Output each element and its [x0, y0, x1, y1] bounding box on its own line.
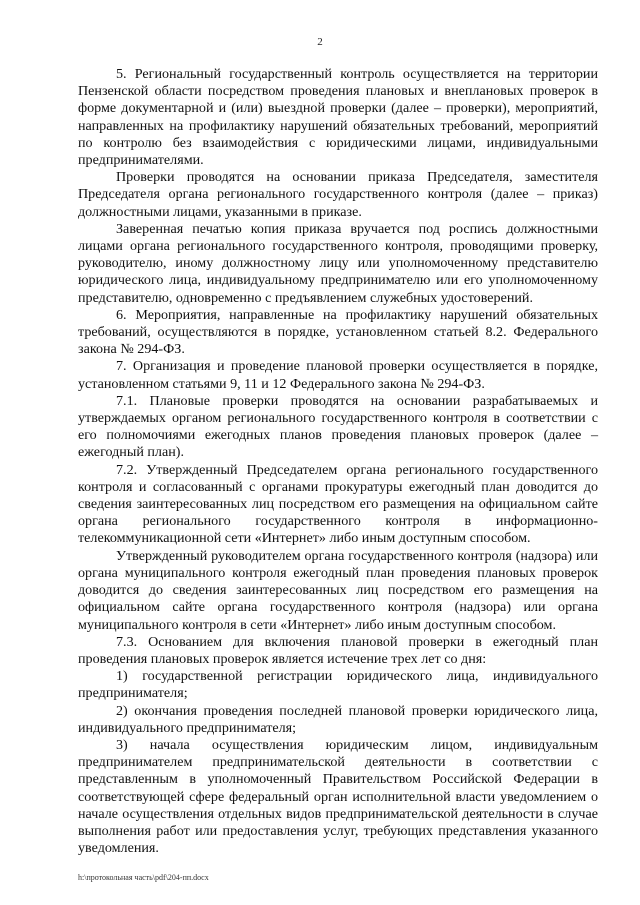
list-item-2: 2) окончания проведения последней плановой проверки юридического лица, индивидуального предпринимателя;: [78, 702, 598, 736]
paragraph-7-3: 7.3. Основанием для включения плановой проверки в ежегодный план проведения плановых проверок является истечение трех лет со дня:: [78, 633, 598, 667]
list-item-1: 1) государственной регистрации юридического лица, индивидуального предпринимателя;: [78, 668, 598, 702]
document-body: [78, 66, 598, 857]
paragraph-6: 6. Мероприятия, направленные на профилактику нарушений обязательных требований, осуществляются в порядке, установленном статьей 8.2. Федерального закона № 294-ФЗ.: [78, 306, 598, 358]
paragraph-5-orders: Проверки проводятся на основании приказа Председателя, заместителя Председателя органа регионального государственного контроля (далее – приказ) должностными лицами, указанными в приказе.: [78, 169, 598, 220]
paragraph-7: 7. Организация и проведение плановой проверки осуществляется в порядке, установленном статьями 9, 11 и 12 Федерального закона № 294-ФЗ.: [78, 358, 598, 392]
paragraph-7-2-approved-plan: Утвержденный руководителем органа государственного контроля (надзора) или органа муниципального контроля ежегодный план проведения плановых проверок доводится до сведения заинтересованных лиц посредством его размещения на официальном сайте органа государственного контроля (надзора) или органа муниципального контроля в сети «Интернет» либо иным доступным способом.: [78, 547, 598, 633]
paragraph-5: 5. Региональный государственный контроль осуществляется на территории Пензенской области посредством проведения плановых и внеплановых проверок в форме документарной и (или) выездной проверки (далее – проверки), мероприятий, направленных на профилактику нарушений обязательных требований, мероприятий по контролю без взаимодействия с юридическими лицами, индивидуальными предпринимателями.: [78, 66, 598, 169]
paragraph-7-1: 7.1. Плановые проверки проводятся на основании разрабатываемых и утверждаемых органом регионального государственного контроля в соответствии с его полномочиями ежегодных планов проведения плановых проверок (далее – ежегодный план).: [78, 392, 598, 461]
footer-file-path: h:\протокольная часть\pdf\204-пп.docx: [78, 873, 209, 882]
paragraph-7-2: 7.2. Утвержденный Председателем органа регионального государственного контроля и согласованный с органами прокуратуры ежегодный план доводится до сведения заинтересованных лиц посредством его размещения на официальном сайте органа регионального государственного контроля в информационно-телекоммуникационной сети «Интернет» либо иным доступным способом.: [78, 461, 598, 547]
paragraph-5-order-copy: Заверенная печатью копия приказа вручается под роспись должностными лицами органа регионального государственного контроля, проводящими проверку, руководителю, иному должностному лицу или уполномоченному представителю юридического лица, индивидуальному предпринимателю или его уполномоченному представителю, одновременно с предъявлением служебных удостоверений.: [78, 220, 598, 306]
page-number: 2: [317, 36, 323, 48]
list-item-3: 3) начала осуществления юридическим лицом, индивидуальным предпринимателем предпринимательской деятельности в соответствии с представленным в уполномоченный Правительством Российской Федерации в соответствующей сфере федеральный орган исполнительной власти уведомлением о начале осуществления отдельных видов предпринимательской деятельности в случае выполнения работ или предоставления услуг, требующих представления указанного уведомления.: [78, 736, 598, 857]
